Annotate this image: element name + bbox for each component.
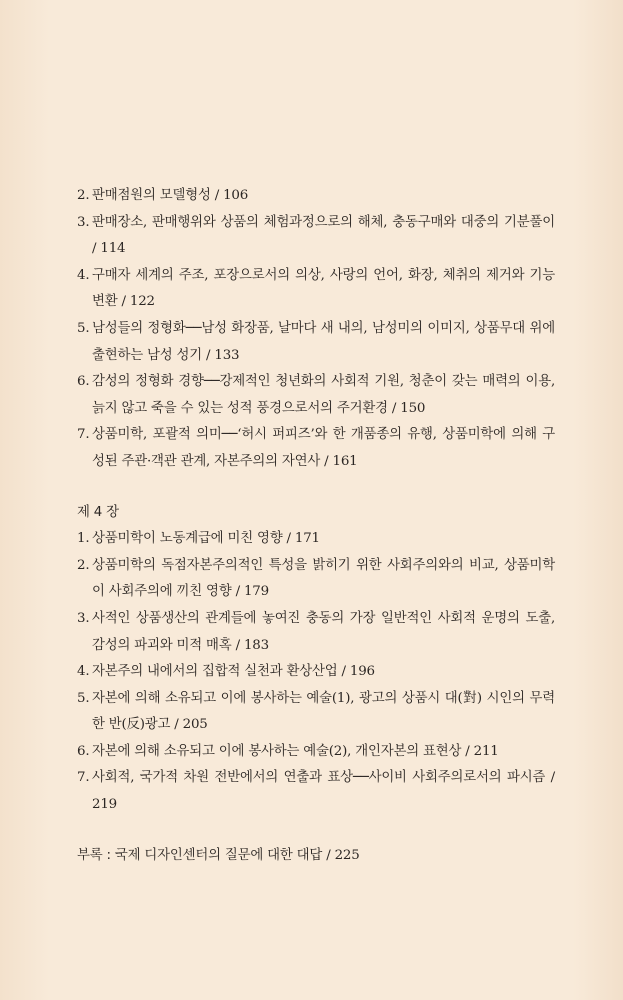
entry-number: 3. — [77, 610, 90, 626]
entry-text: 자본에 의해 소유되고 이에 봉사하는 예술(2), 개인자본의 표현상 / 211 — [92, 743, 499, 759]
entry-number: 7. — [77, 770, 90, 786]
entry-number: 1. — [77, 531, 90, 547]
entry-number: 6. — [77, 743, 90, 759]
entry-text: 상품미학이 노동계급에 미친 영향 / 171 — [92, 531, 320, 547]
section-spacer — [77, 476, 555, 500]
section-items — [77, 183, 555, 476]
entry-text: 사회적, 국가적 차원 전반에서의 연출과 표상──사이비 사회주의로서의 파시즘 / 219 — [92, 770, 555, 813]
entry-text: 자본에 의해 소유되고 이에 봉사하는 예술(1), 광고의 상품시 대(對) 시인의 무력한 반(反)광고 / 205 — [92, 690, 555, 733]
entry-number: 2. — [77, 188, 90, 203]
entry-text: 상품미학, 포괄적 의미──‘허시 퍼피즈’와 한 개품종의 유행, 상품미학에 의해 구성된 주관·객관 관계, 자본주의의 자연사 / 161 — [92, 427, 555, 469]
entry-text: 판매점원의 모델형성 / 106 — [92, 188, 249, 203]
toc-entry — [77, 526, 555, 553]
entry-text: 감성의 정형화 경향──강제적인 청년화의 사회적 기원, 청춘이 갖는 매력의 이용, 늙지 않고 죽을 수 있는 성적 풍경으로서의 주거환경 / 150 — [92, 374, 555, 416]
entry-number: 3. — [77, 214, 90, 230]
entry-text: 사적인 상품생산의 관계들에 놓여진 충동의 가장 일반적인 사회적 운명의 도출, 감성의 파괴와 미적 매혹 / 183 — [92, 610, 555, 653]
entry-number: 7. — [77, 427, 90, 443]
toc-entry — [77, 422, 555, 475]
entry-number: 4. — [77, 267, 90, 283]
toc-entry — [77, 553, 555, 606]
entry-text: 판매장소, 판매행위와 상품의 체험과정으로의 해체, 충동구매와 대중의 기분풀이 / 114 — [92, 214, 555, 257]
entry-number: 2. — [77, 557, 90, 573]
toc-entry — [77, 739, 555, 766]
chapter-heading: 제 4 장 — [77, 504, 119, 520]
entry-text: 자본주의 내에서의 집합적 실천과 환상산업 / 196 — [92, 664, 375, 680]
entry-number: 5. — [77, 690, 90, 706]
entry-number: 4. — [77, 664, 90, 680]
entry-number: 6. — [77, 374, 90, 390]
entry-text: 남성들의 정형화──남성 화장품, 날마다 새 내의, 남성미의 이미지, 상품무대 위에 출현하는 남성 성기 / 133 — [92, 320, 555, 363]
table-of-contents — [77, 183, 555, 869]
entry-text: 구매자 세계의 주조, 포장으로서의 의상, 사랑의 언어, 화장, 체취의 제거와 기능변환 / 122 — [92, 267, 555, 310]
toc-entry — [77, 263, 555, 316]
toc-entry — [77, 316, 555, 369]
appendix-label: 부록 : 국제 디자인센터의 질문에 대한 대답 — [77, 847, 323, 863]
toc-entry — [77, 210, 555, 263]
section-spacer — [77, 819, 555, 843]
entry-text: 상품미학의 독점자본주의적인 특성을 밝히기 위한 사회주의와의 비교, 상품미학이 사회주의에 끼친 영향 / 179 — [92, 557, 555, 600]
toc-entry — [77, 606, 555, 659]
toc-entry — [77, 369, 555, 422]
toc-entry — [77, 686, 555, 739]
appendix-entry — [77, 843, 555, 870]
toc-entry — [77, 765, 555, 818]
chapter-items — [77, 526, 555, 819]
toc-entry — [77, 183, 555, 210]
appendix-page: / 225 — [326, 847, 360, 863]
entry-number: 5. — [77, 320, 90, 336]
toc-entry — [77, 659, 555, 686]
